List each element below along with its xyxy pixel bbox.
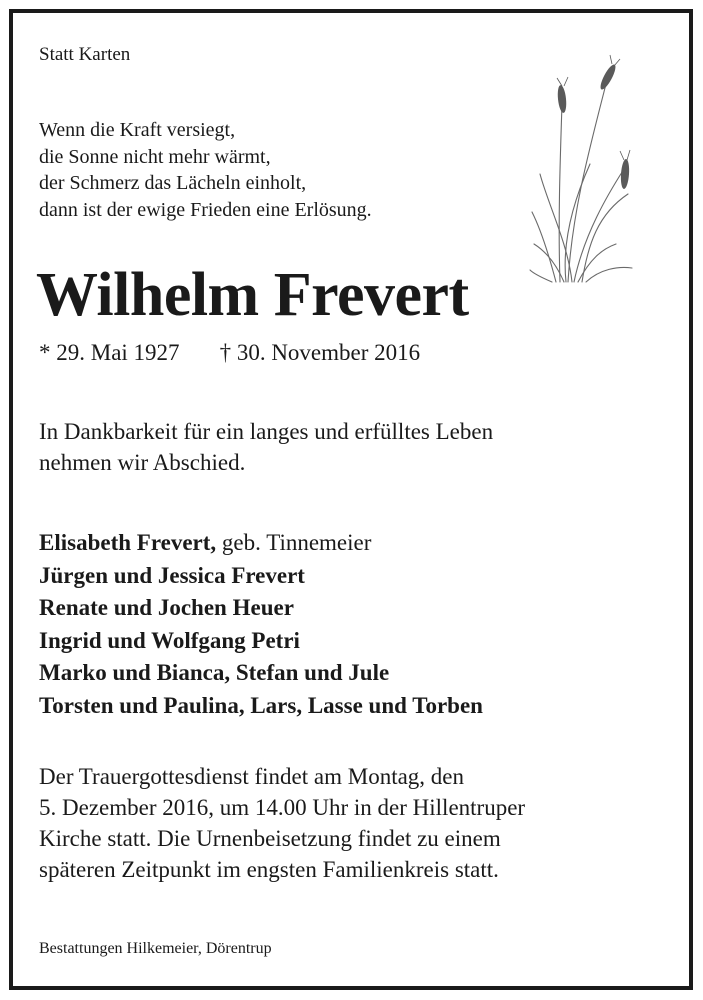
life-dates — [39, 340, 420, 366]
verse-line: dann ist der ewige Frieden eine Erlösung. — [39, 198, 372, 221]
farewell-line: nehmen wir Abschied. — [39, 450, 246, 475]
family-member: Marko und Bianca, Stefan und Jule — [39, 660, 390, 686]
birth-date: * 29. Mai 1927 — [39, 340, 180, 365]
spouse-name: Elisabeth Frevert, — [39, 530, 217, 555]
verse-line: der Schmerz das Lächeln einholt, — [39, 172, 307, 194]
service-line: 5. Dezember 2016, um 14.00 Uhr in der Hillentruper — [39, 795, 526, 820]
service-line: späteren Zeitpunkt im engsten Familienkreis statt. — [39, 857, 499, 882]
spouse-line — [39, 527, 483, 560]
verse — [39, 117, 372, 223]
verse-line: Wenn die Kraft versiegt, — [39, 119, 236, 141]
verse-line: die Sonne nicht mehr wärmt, — [39, 145, 271, 168]
service-line: Der Trauergottesdienst findet am Montag, den — [39, 764, 465, 789]
wheat-icon — [528, 44, 638, 289]
family-member: Renate und Jochen Heuer — [39, 595, 294, 621]
service-line: Kirche statt. Die Urnenbeisetzung findet zu einem — [39, 826, 501, 851]
family-member: Torsten und Paulina, Lars, Lasse und Torben — [39, 692, 483, 718]
header-text: Statt Karten — [39, 44, 131, 65]
spouse-note: geb. Tinnemeier — [221, 530, 372, 555]
family-list — [39, 527, 483, 723]
deceased-name: Wilhelm Frevert — [36, 261, 469, 329]
family-member: Ingrid und Wolfgang Petri — [39, 627, 300, 653]
family-member: Jürgen und Jessica Frevert — [39, 562, 305, 588]
death-date: † 30. November 2016 — [219, 340, 421, 365]
service-info — [39, 761, 525, 885]
farewell-line: In Dankbarkeit für ein langes und erfülltes Leben — [39, 419, 494, 444]
funeral-home: Bestattungen Hilkemeier, Dörentrup — [39, 940, 272, 957]
farewell-text — [39, 416, 493, 478]
